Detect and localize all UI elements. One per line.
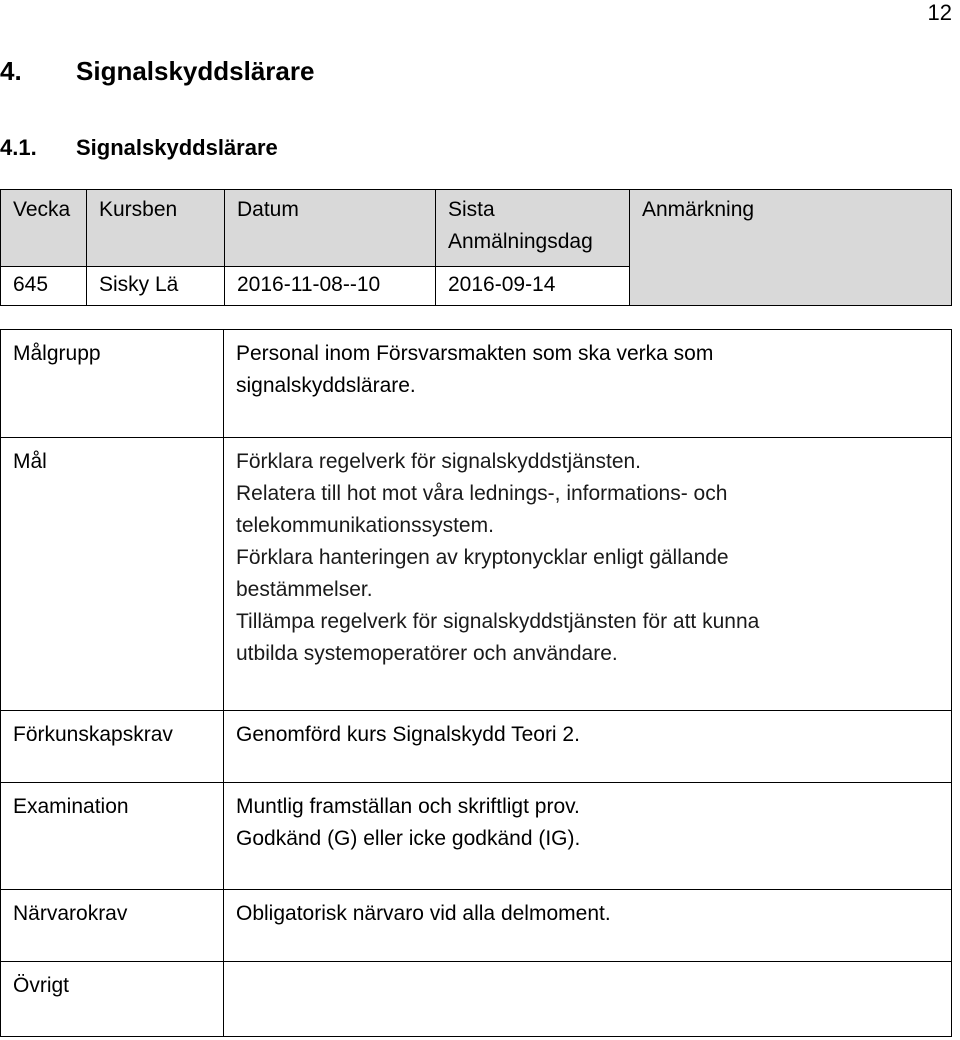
value-ovrigt bbox=[224, 962, 952, 1037]
info-row-mal bbox=[1, 438, 952, 711]
info-row-forkunskapskrav bbox=[1, 711, 952, 783]
label-mal: Mål bbox=[1, 438, 224, 711]
label-narvarokrav: Närvarokrav bbox=[1, 890, 224, 962]
mal-line: Tillämpa regelverk för signalskyddstjänsten för att kunna bbox=[236, 610, 760, 633]
course-table bbox=[0, 189, 952, 306]
malgrupp-line: signalskyddslärare. bbox=[236, 374, 416, 397]
value-narvarokrav bbox=[224, 890, 952, 962]
info-row-ovrigt bbox=[1, 962, 952, 1037]
label-forkunskapskrav: Förkunskapskrav bbox=[1, 711, 224, 783]
mal-line: utbilda systemoperatörer och användare. bbox=[236, 642, 618, 665]
mal-line: telekommunikationssystem. bbox=[236, 514, 494, 537]
narvarokrav-line: Obligatorisk närvaro vid alla delmoment. bbox=[236, 902, 611, 925]
value-forkunskapskrav bbox=[224, 711, 952, 783]
info-table bbox=[0, 329, 952, 1037]
section-title: Signalskyddslärare bbox=[76, 56, 315, 86]
label-malgrupp: Målgrupp bbox=[1, 330, 224, 438]
header-anmarkning bbox=[630, 190, 952, 306]
examination-line: Muntlig framställan och skriftligt prov. bbox=[236, 795, 580, 818]
subsection-heading bbox=[0, 134, 278, 162]
page-number: 12 bbox=[927, 0, 952, 25]
section-heading bbox=[0, 55, 314, 87]
info-row-examination bbox=[1, 783, 952, 890]
header-kursben: Kursben bbox=[87, 190, 225, 267]
info-row-malgrupp bbox=[1, 330, 952, 438]
label-examination: Examination bbox=[1, 783, 224, 890]
header-sista-anmalningsdag: Sista Anmälningsdag bbox=[436, 190, 630, 267]
header-anmarkning-label: Anmärkning bbox=[642, 198, 755, 221]
mal-line: bestämmelser. bbox=[236, 578, 373, 601]
cell-vecka: 645 bbox=[1, 267, 87, 306]
mal-line: Förklara hanteringen av kryptonycklar enligt gällande bbox=[236, 546, 729, 569]
forkunskapskrav-line: Genomförd kurs Signalskydd Teori 2. bbox=[236, 723, 580, 746]
header-datum: Datum bbox=[225, 190, 436, 267]
examination-line: Godkänd (G) eller icke godkänd (IG). bbox=[236, 827, 581, 850]
cell-sista-anmalningsdag: 2016-09-14 bbox=[436, 267, 630, 306]
subsection-title: Signalskyddslärare bbox=[76, 135, 278, 160]
mal-line: Förklara regelverk för signalskyddstjänsten. bbox=[236, 450, 642, 473]
mal-line: Relatera till hot mot våra lednings-, informations- och bbox=[236, 482, 728, 505]
malgrupp-line: Personal inom Försvarsmakten som ska verka som bbox=[236, 342, 714, 365]
header-vecka: Vecka bbox=[1, 190, 87, 267]
subsection-number: 4.1. bbox=[0, 135, 37, 160]
value-malgrupp bbox=[224, 330, 952, 438]
value-examination bbox=[224, 783, 952, 890]
info-row-narvarokrav bbox=[1, 890, 952, 962]
cell-datum: 2016-11-08--10 bbox=[225, 267, 436, 306]
value-mal bbox=[224, 438, 952, 711]
course-table-header-row bbox=[1, 190, 952, 267]
label-ovrigt: Övrigt bbox=[1, 962, 224, 1037]
cell-kursben: Sisky Lä bbox=[87, 267, 225, 306]
section-number: 4. bbox=[0, 56, 22, 86]
